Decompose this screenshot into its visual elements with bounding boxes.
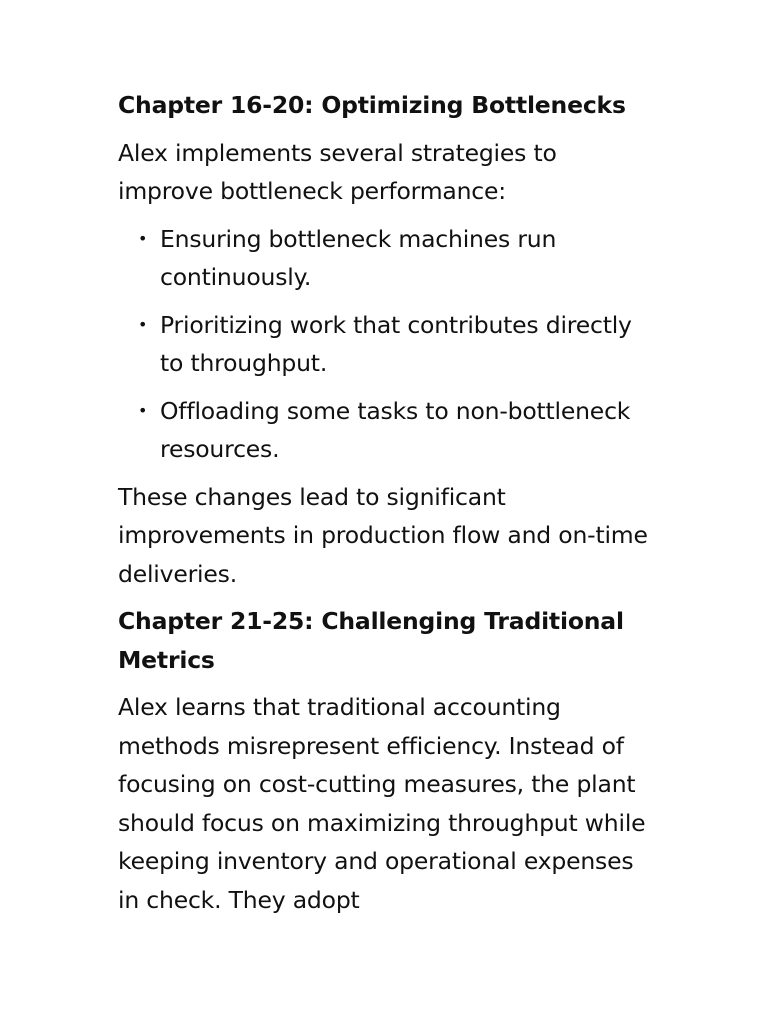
list-item	[118, 392, 648, 469]
list-item-text: Prioritizing work that contributes directly to throughput.	[160, 310, 632, 377]
intro-paragraph: Alex implements several strategies to improve bottleneck performance:	[118, 138, 557, 205]
strategy-list	[118, 220, 648, 469]
list-item	[118, 306, 648, 383]
document-page	[118, 86, 648, 919]
chapter-heading: Chapter 21-25: Challenging Traditional Metrics	[118, 607, 624, 674]
bullet-icon: •	[138, 314, 148, 334]
chapter-heading: Chapter 16-20: Optimizing Bottlenecks	[118, 91, 626, 119]
list-item-text: Offloading some tasks to non-bottleneck resources.	[160, 396, 631, 463]
bullet-icon: •	[138, 400, 148, 420]
list-item-text: Ensuring bottleneck machines run continuously.	[160, 224, 557, 291]
body-paragraph: Alex learns that traditional accounting methods misrepresent efficiency. Instead of focusing on cost-cutting measures, the plant should focus on maximizing throughput while keeping inventory and operational expenses in check. They adopt	[118, 693, 646, 914]
outro-paragraph: These changes lead to significant improvements in production flow and on-time deliveries.	[118, 482, 648, 588]
list-item	[118, 220, 648, 297]
bullet-icon: •	[138, 228, 148, 248]
